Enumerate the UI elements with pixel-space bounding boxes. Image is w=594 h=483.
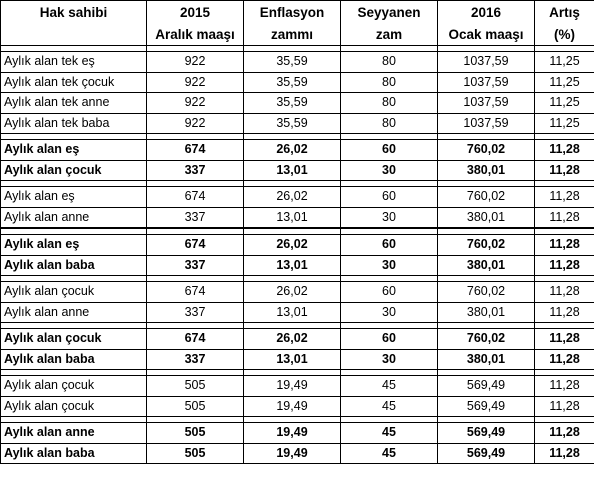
- beneficiary-cell[interactable]: Aylık alan tek çocuk: [1, 72, 147, 93]
- value-cell[interactable]: 13,01: [244, 160, 341, 181]
- table-row: [1, 423, 594, 444]
- value-cell[interactable]: 760,02: [438, 235, 535, 256]
- beneficiary-cell[interactable]: Aylık alan eş: [1, 140, 147, 161]
- value-cell[interactable]: 760,02: [438, 282, 535, 303]
- beneficiary-cell[interactable]: Aylık alan çocuk: [1, 160, 147, 181]
- value-cell[interactable]: 11,25: [535, 93, 594, 114]
- table-row: [1, 443, 594, 464]
- value-cell[interactable]: 337: [147, 160, 244, 181]
- value-cell[interactable]: 26,02: [244, 140, 341, 161]
- value-cell[interactable]: 11,28: [535, 329, 594, 350]
- header-cell[interactable]: Hak sahibi: [1, 1, 147, 24]
- value-cell[interactable]: 45: [341, 376, 438, 397]
- value-cell[interactable]: 60: [341, 187, 438, 208]
- table-row: [1, 349, 594, 370]
- value-cell[interactable]: 760,02: [438, 140, 535, 161]
- value-cell[interactable]: 11,25: [535, 52, 594, 73]
- value-cell[interactable]: 60: [341, 235, 438, 256]
- header-cell[interactable]: 2015: [147, 1, 244, 24]
- value-cell[interactable]: 674: [147, 187, 244, 208]
- value-cell[interactable]: 380,01: [438, 255, 535, 276]
- value-cell[interactable]: 760,02: [438, 187, 535, 208]
- header-cell[interactable]: Enflasyon: [244, 1, 341, 24]
- value-cell[interactable]: 569,49: [438, 443, 535, 464]
- beneficiary-cell[interactable]: Aylık alan baba: [1, 255, 147, 276]
- table-row: [1, 93, 594, 114]
- value-cell[interactable]: 922: [147, 113, 244, 134]
- beneficiary-cell[interactable]: Aylık alan çocuk: [1, 329, 147, 350]
- value-cell[interactable]: 60: [341, 282, 438, 303]
- value-cell[interactable]: 26,02: [244, 235, 341, 256]
- table-row: [1, 160, 594, 181]
- value-cell[interactable]: 11,28: [535, 443, 594, 464]
- header-row-1: [1, 1, 594, 24]
- value-cell[interactable]: 11,28: [535, 302, 594, 323]
- table-row: [1, 396, 594, 417]
- value-cell[interactable]: 30: [341, 255, 438, 276]
- value-cell[interactable]: 60: [341, 329, 438, 350]
- beneficiary-cell[interactable]: Aylık alan tek anne: [1, 93, 147, 114]
- value-cell[interactable]: 11,28: [535, 140, 594, 161]
- value-cell[interactable]: 80: [341, 72, 438, 93]
- value-cell[interactable]: 569,49: [438, 376, 535, 397]
- value-cell[interactable]: 30: [341, 207, 438, 228]
- value-cell[interactable]: 337: [147, 255, 244, 276]
- value-cell[interactable]: 80: [341, 113, 438, 134]
- value-cell[interactable]: 11,28: [535, 187, 594, 208]
- table-body: [1, 1, 594, 464]
- value-cell[interactable]: 11,28: [535, 349, 594, 370]
- value-cell[interactable]: 45: [341, 423, 438, 444]
- value-cell[interactable]: 11,28: [535, 160, 594, 181]
- header-cell[interactable]: zam: [341, 23, 438, 46]
- value-cell[interactable]: 1037,59: [438, 113, 535, 134]
- beneficiary-cell[interactable]: Aylık alan çocuk: [1, 376, 147, 397]
- table-row: [1, 376, 594, 397]
- value-cell[interactable]: 60: [341, 140, 438, 161]
- value-cell[interactable]: 505: [147, 376, 244, 397]
- header-cell[interactable]: Artış: [535, 1, 594, 24]
- table-row: [1, 187, 594, 208]
- value-cell[interactable]: 26,02: [244, 282, 341, 303]
- table-row: [1, 282, 594, 303]
- header-cell[interactable]: (%): [535, 23, 594, 46]
- beneficiary-cell[interactable]: Aylık alan eş: [1, 187, 147, 208]
- value-cell[interactable]: 922: [147, 93, 244, 114]
- value-cell[interactable]: 19,49: [244, 423, 341, 444]
- value-cell[interactable]: 505: [147, 423, 244, 444]
- header-cell[interactable]: 2016: [438, 1, 535, 24]
- beneficiary-cell[interactable]: Aylık alan baba: [1, 443, 147, 464]
- value-cell[interactable]: 35,59: [244, 52, 341, 73]
- beneficiary-cell[interactable]: Aylık alan anne: [1, 423, 147, 444]
- beneficiary-cell[interactable]: Aylık alan tek eş: [1, 52, 147, 73]
- value-cell[interactable]: 674: [147, 329, 244, 350]
- beneficiary-cell[interactable]: Aylık alan çocuk: [1, 396, 147, 417]
- value-cell[interactable]: 19,49: [244, 376, 341, 397]
- value-cell[interactable]: 505: [147, 396, 244, 417]
- value-cell[interactable]: 922: [147, 72, 244, 93]
- table-row: [1, 255, 594, 276]
- header-cell[interactable]: Ocak maaşı: [438, 23, 535, 46]
- table-row: [1, 329, 594, 350]
- value-cell[interactable]: 337: [147, 302, 244, 323]
- value-cell[interactable]: 35,59: [244, 72, 341, 93]
- value-cell[interactable]: 13,01: [244, 255, 341, 276]
- value-cell[interactable]: 45: [341, 396, 438, 417]
- value-cell[interactable]: 674: [147, 235, 244, 256]
- header-row-2: [1, 23, 594, 46]
- value-cell[interactable]: 13,01: [244, 302, 341, 323]
- value-cell[interactable]: 11,28: [535, 376, 594, 397]
- beneficiary-cell[interactable]: Aylık alan çocuk: [1, 282, 147, 303]
- value-cell[interactable]: 505: [147, 443, 244, 464]
- table-row: [1, 235, 594, 256]
- value-cell[interactable]: 337: [147, 207, 244, 228]
- value-cell[interactable]: 569,49: [438, 423, 535, 444]
- beneficiary-cell[interactable]: Aylık alan tek baba: [1, 113, 147, 134]
- value-cell[interactable]: 11,28: [535, 396, 594, 417]
- header-cell[interactable]: Seyyanen: [341, 1, 438, 24]
- header-cell[interactable]: [1, 23, 147, 46]
- value-cell[interactable]: 19,49: [244, 443, 341, 464]
- value-cell[interactable]: 11,28: [535, 282, 594, 303]
- value-cell[interactable]: 760,02: [438, 329, 535, 350]
- value-cell[interactable]: 11,28: [535, 255, 594, 276]
- value-cell[interactable]: 380,01: [438, 349, 535, 370]
- beneficiary-cell[interactable]: Aylık alan eş: [1, 235, 147, 256]
- value-cell[interactable]: 35,59: [244, 113, 341, 134]
- value-cell[interactable]: 569,49: [438, 396, 535, 417]
- value-cell[interactable]: 11,28: [535, 207, 594, 228]
- table-row: [1, 113, 594, 134]
- value-cell[interactable]: 30: [341, 302, 438, 323]
- table-row: [1, 72, 594, 93]
- header-cell[interactable]: zammı: [244, 23, 341, 46]
- value-cell[interactable]: 26,02: [244, 329, 341, 350]
- table-row: [1, 302, 594, 323]
- value-cell[interactable]: 380,01: [438, 302, 535, 323]
- value-cell[interactable]: 13,01: [244, 349, 341, 370]
- beneficiary-cell[interactable]: Aylık alan anne: [1, 207, 147, 228]
- value-cell[interactable]: 80: [341, 52, 438, 73]
- header-cell[interactable]: Aralık maaşı: [147, 23, 244, 46]
- beneficiary-cell[interactable]: Aylık alan baba: [1, 349, 147, 370]
- value-cell[interactable]: 1037,59: [438, 72, 535, 93]
- value-cell[interactable]: 11,25: [535, 72, 594, 93]
- value-cell[interactable]: 11,28: [535, 235, 594, 256]
- value-cell[interactable]: 11,25: [535, 113, 594, 134]
- value-cell[interactable]: 922: [147, 52, 244, 73]
- value-cell[interactable]: 19,49: [244, 396, 341, 417]
- value-cell[interactable]: 674: [147, 140, 244, 161]
- value-cell[interactable]: 35,59: [244, 93, 341, 114]
- value-cell[interactable]: 337: [147, 349, 244, 370]
- value-cell[interactable]: 1037,59: [438, 93, 535, 114]
- value-cell[interactable]: 13,01: [244, 207, 341, 228]
- beneficiary-cell[interactable]: Aylık alan anne: [1, 302, 147, 323]
- table-row: [1, 52, 594, 73]
- value-cell[interactable]: 30: [341, 349, 438, 370]
- value-cell[interactable]: 1037,59: [438, 52, 535, 73]
- value-cell[interactable]: 45: [341, 443, 438, 464]
- table-row: [1, 207, 594, 228]
- value-cell[interactable]: 380,01: [438, 160, 535, 181]
- value-cell[interactable]: 26,02: [244, 187, 341, 208]
- value-cell[interactable]: 380,01: [438, 207, 535, 228]
- table-row: [1, 140, 594, 161]
- value-cell[interactable]: 11,28: [535, 423, 594, 444]
- value-cell[interactable]: 80: [341, 93, 438, 114]
- value-cell[interactable]: 674: [147, 282, 244, 303]
- value-cell[interactable]: 30: [341, 160, 438, 181]
